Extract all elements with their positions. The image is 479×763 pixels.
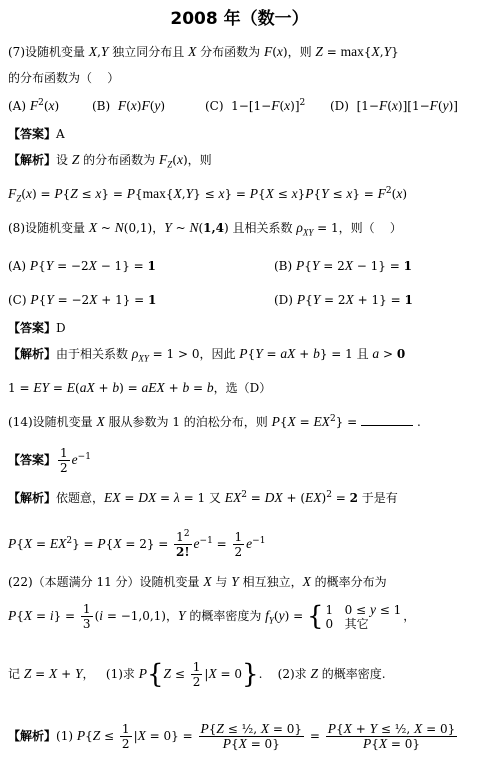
q14-answer-blank <box>361 425 413 426</box>
q7-option-a: (A) $F^2(x)$ <box>8 98 60 113</box>
page-title: 2008 年（数一） <box>170 9 309 29</box>
q14-analysis: 【解析】依题意，EX = DX = λ = 1 又 $EX^2$ = DX + (EX)$^2$ = 2 于是有 <box>8 490 398 505</box>
q7-option-d: (D) [1−F(x)][1−F(y)] <box>330 98 458 113</box>
q8-stem: (8)设随机变量 X ~ N(0,1)，Y ~ N(1,4) 且相关系数 $\rho_{XY} = 1$，则（ ） <box>8 220 402 238</box>
q7-analysis: 【解析】设 Z 的分布函数为 $F_Z(x)$，则 <box>8 152 212 170</box>
q22-stem-line2: P{X = i} = $\frac{1}{3}$ (i = −1,0,1)，Y 的概率密度为 $f_Y(y)$ = { 1 0 ≤ y ≤ 1 0 其它 ， <box>8 601 416 632</box>
q8-analysis: 【解析】由于相关系数 $\rho_{XY} = 1 > 0$，因此 P{Y = aX + b} = 1 且 a > 0 <box>8 346 406 364</box>
q22-analysis: 【解析】(1) P{Z ≤ $\frac{1}{2}$ |X = 0} = $\frac{\text{P\{Z ≤ ½, X = 0\}}}{P\{X = 0\}}$ = $\frac{\text{P\{X + Y ≤ ½, X = 0\}}}{P\{X = 0\}}$ <box>8 721 456 751</box>
q7-option-c: (C) $1-[1-F(x)]^2$ <box>205 98 306 113</box>
q8-answer: 【答案】D <box>8 321 66 335</box>
q8-option-b: (B) P{Y = 2X − 1} = 1 <box>274 258 412 273</box>
q14-stem: (14)设随机变量 X 服从参数为 1 的泊松分布，则 $P\{X = EX^2\}$ = . <box>8 414 421 429</box>
q7-stem-line2: 的分布函数为（ ） <box>8 71 120 85</box>
q7-formula: $F_Z(x) = P\{Z \le x\} = P\{\max\{X,Y\} \le x\} = P\{X \le x\}P\{Y \le x\} = F^2(x)$ <box>8 186 408 204</box>
q14-formula: $P\{X = EX^2\} = P\{X = 2\}$ = $\frac{1^2}{2!}$ $e^{-1}$ = $\frac{1}{2}$ $e^{-1}$ <box>8 529 266 559</box>
q8-formula: 1 = EY = E(aX + b) = aEX + b = b，选（D） <box>8 380 272 395</box>
q8-option-a: (A) P{Y = −2X − 1} = 1 <box>8 258 156 273</box>
q8-option-d: (D) P{Y = 2X + 1} = 1 <box>274 292 413 307</box>
q7-stem-line1: (7)设随机变量 X,Y 独立同分布且 X 分布函数为 F(x)，则 Z = max{X,Y} <box>8 44 399 59</box>
q22-stem-line3: 记 Z = X + Y， (1)求 P{Z ≤ $\frac{1}{2}$ |X = 0}. (2)求 Z 的概率密度. <box>8 659 386 690</box>
q7-option-b: (B) F(x)F(y) <box>92 98 166 113</box>
q14-answer: 【答案】 $\frac{1}{2}$ $e^{-1}$ <box>8 446 91 475</box>
q22-stem-line1: (22)（本题满分 11 分）设随机变量 X 与 Y 相互独立，X 的概率分布为 <box>8 574 387 589</box>
q8-option-c: (C) P{Y = −2X + 1} = 1 <box>8 292 157 307</box>
q7-answer: 【答案】A <box>8 127 65 141</box>
